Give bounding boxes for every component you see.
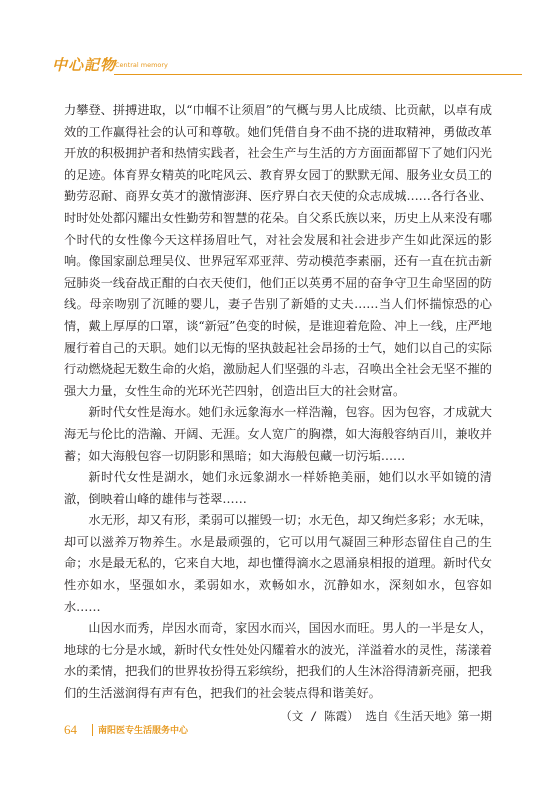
page-footer (64, 722, 364, 738)
source-attribution: （文 / 陈霞） 选自《生活天地》第一期 (280, 708, 492, 723)
paragraph: 新时代女性是海水。她们永远象海水一样浩瀚，包容。因为包容，才成就大海无与伦比的浩瀚、开阔、无涯。女人宽广的胸襟，如大海般容纳百川，兼收并蓄；如大海般包容一切阴影和黑暗；如大海般包藏一切污垢…… (64, 405, 492, 463)
paragraph: 力攀登、拼搏进取，以“巾帼不让须眉”的气概与男人比成绩、比贡献，以卓有成效的工作赢得社会的认可和尊敬。她们凭借自身不曲不挠的进取精神，勇做改革开放的积极拥护者和热情实践者，社会生产与生活的方方面面都留下了她们闪光的足迹。体育界女精英的叱咤风云、教育界女园丁的默默无闻、服务业女员工的勤劳忍耐、商界女英才的激情澎湃、医疗界白衣天使的众志成城……各行各业、时时处处都闪耀出女性勤劳和智慧的花朵。自父系氏族以来，历史上从来没有哪个时代的女性像今天这样扬眉吐气，对社会发展和社会进步产生如此深远的影响。像国家副总理吴仪、世界冠军邓亚萍、劳动模范李素丽，还有一直在抗击新冠肺炎一线奋战正酣的白衣天使们，他们正以英勇不屈的奋争守卫生命坚固的防线。母亲吻别了沉睡的婴儿，妻子告别了新婚的丈夫……当人们怀揣惊恐的心情，戴上厚厚的口罩，谈“新冠”色变的时候，是谁迎着危险、冲上一线，庄严地履行着自己的天职。她们以无悔的坚执鼓起社会昂扬的士气，她们以自己的实际行动燃烧起无数生命的火焰，激励起人们坚强的斗志，召唤出全社会无坚不摧的强大力量，女性生命的光环光芒四射，创造出巨大的社会财富。 (64, 103, 492, 398)
paragraph: 山因水而秀，岸因水而奇，家因水而兴，国因水而旺。男人的一半是女人，地球的七分是水域，新时代女性处处闪耀着水的波光，洋溢着水的灵性，荡漾着水的柔情，把我们的世界妆扮得五彩缤纷，把我们的人生沐浴得清新亮丽，把我们的生活滋润得有声有色，把我们的社会装点得和谐美好。 (64, 621, 492, 701)
header-rule (114, 74, 522, 75)
footer-divider (92, 724, 93, 736)
page-number: 64 (64, 722, 77, 737)
paragraph: 新时代女性是湖水，她们永远象湖水一样娇艳美丽，她们以水平如镜的清澈，倒映着山峰的雄伟与苍翠…… (64, 470, 492, 506)
section-subtitle: Central memory (115, 61, 168, 69)
article-body (64, 100, 492, 727)
section-title: 中心記物 (52, 56, 117, 74)
publisher-name: 南阳医专生活服务中心 (98, 726, 189, 736)
running-header (52, 52, 522, 78)
paragraph: 水无形，却又有形，柔弱可以摧毁一切；水无色，却又绚烂多彩；水无味，却可以滋养万物养生。水是最顽强的，它可以用气凝固三种形态留住自己的生命；水是最无私的，它来自大地，却也懂得滴水之恩涌泉相报的道理。新时代女性亦如水，坚强如水，柔弱如水，欢畅如水，沉静如水，深刻如水，包容如水…… (64, 513, 492, 614)
